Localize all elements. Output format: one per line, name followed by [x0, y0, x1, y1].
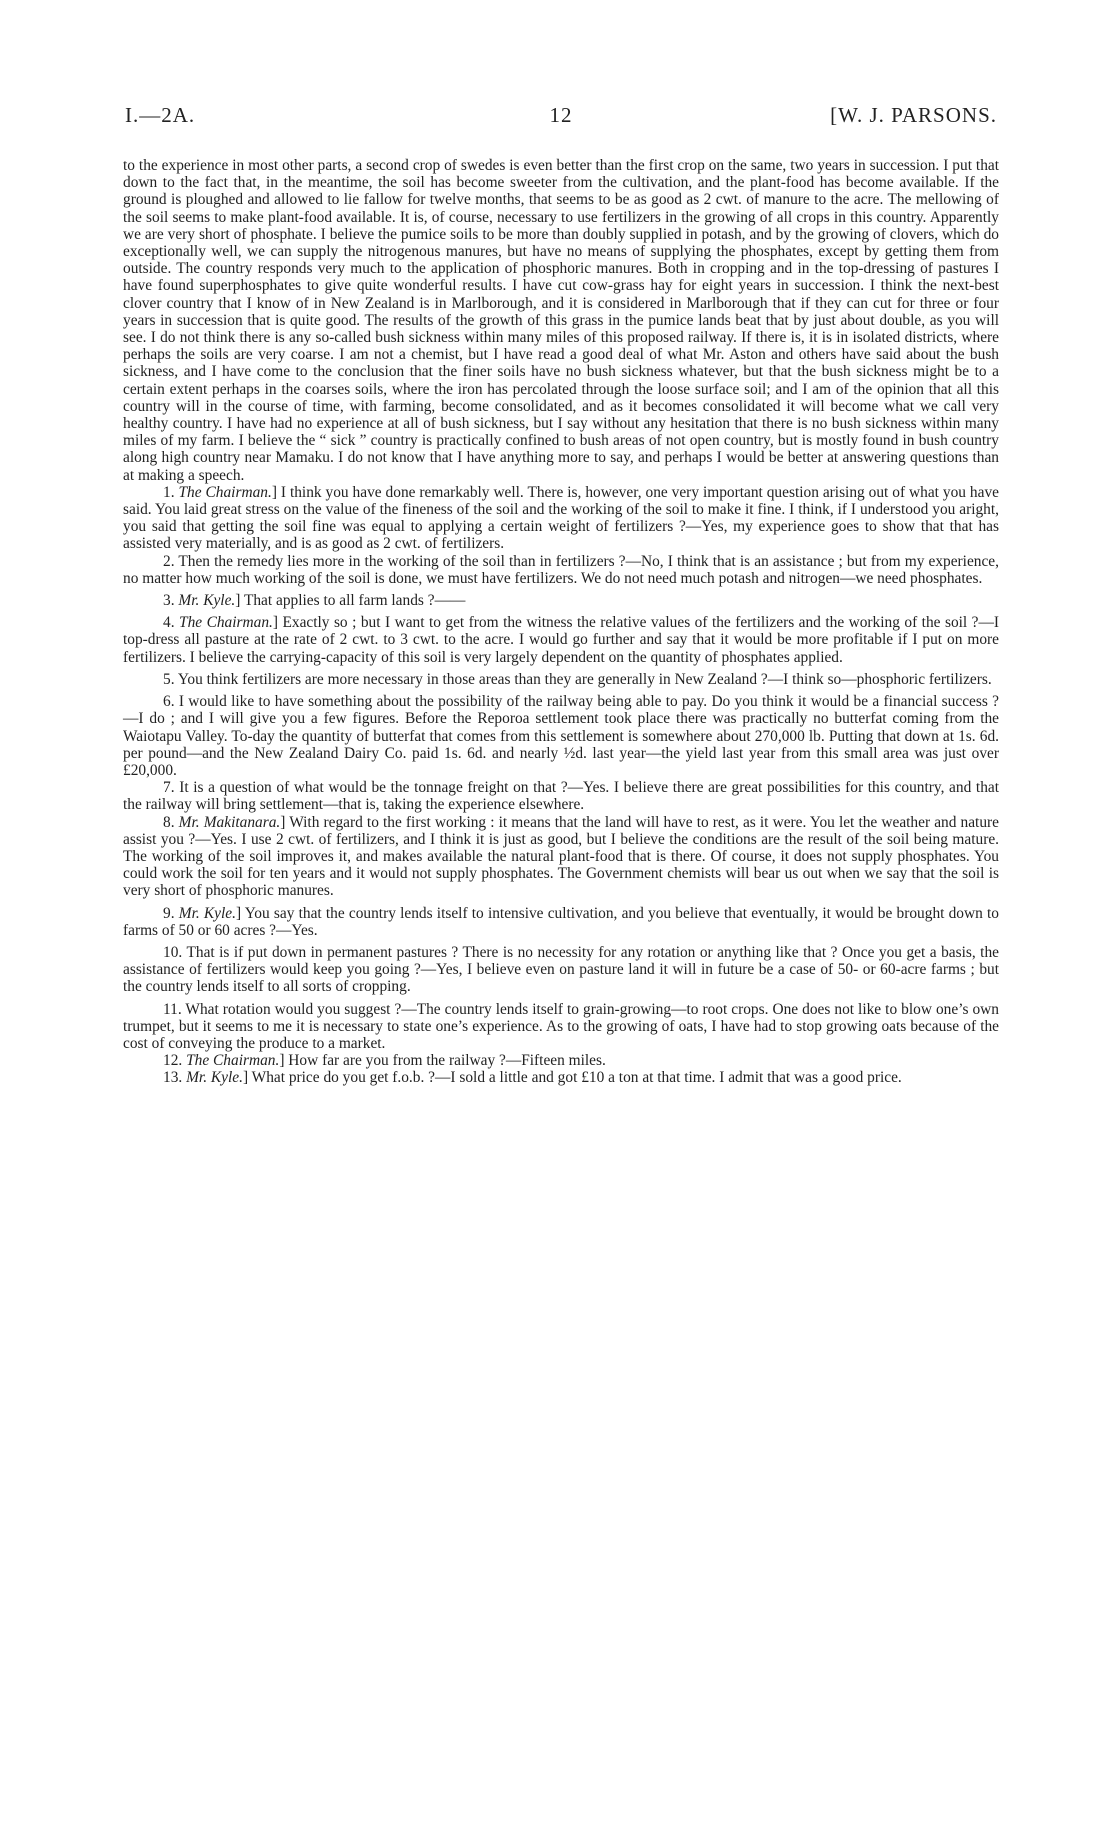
page-header: [125, 103, 997, 133]
question-number: 2.: [163, 552, 175, 570]
speaker-name: The Chairman.: [179, 614, 273, 632]
question-number: 4.: [163, 614, 175, 632]
page-number: 12: [549, 103, 573, 127]
question-paragraph: [123, 814, 999, 900]
speaker-name: The Chairman.: [178, 483, 272, 501]
question-paragraph: [123, 905, 999, 939]
question-paragraph: [123, 1052, 999, 1069]
speaker-name: Mr. Kyle.: [178, 592, 236, 610]
question-number: 6.: [163, 693, 175, 711]
question-number: 8.: [163, 813, 175, 831]
question-number: 10.: [163, 943, 183, 961]
question-number: 7.: [163, 779, 175, 797]
question-number: 3.: [163, 592, 175, 610]
paper-reference: I.—2A.: [125, 103, 196, 127]
paragraph-text: to the experience in most other parts, a second crop of swedes is even better than the first crop on the same, two years in succession. I put that down to the fact that, in the meantime, the soil has become sweeter from the cultivation, and the plant-food has become available. If the ground is ploughed and allowed to lie fallow for twelve months, that seems to be as good as 2 cwt. of manure to the acre. The mellowing of the soil seems to make plant-food available. It is, of course, necessary to use fertilizers in the growing of all crops in this country. Apparently we are very short of phosphate. I believe the pumice soils to be more than doubly supplied in potash, and by the growing of clovers, which do exceptionally well, we can supply the nitrogenous manures, but have no means of supplying the phosphates, except by getting them from outside. The country responds very much to the application of phosphoric manures. Both in cropping and in the top-dressing of pastures I have found superphosphates to give quite wonderful results. I have cut cow-grass hay for eight years in succession. I think the next-best clover country that I know of in New Zealand is in Marlborough, and it is considered in Marlborough that if they can cut for three or four years in succession that is quite good. The results of the growth of this grass in the pumice lands beat that by just about double, as you will see. I do not think there is any so-called bush sickness within many miles of this proposed railway. If there is, it is in isolated districts, where perhaps the soils are very coarse. I am not a chemist, but I have read a good deal of what Mr. Aston and others have said about the bush sickness, and I have come to the conclusion that the finer soils have no bush sickness whatever, but that the bush sickness might be to a certain extent perhaps in the coarses soils, where the iron has percolated through the loose surface soil; and I am of the opinion that all this country will in the course of time, with farming, become consolidated, and as it becomes consolidated it will become what we call very healthy country. I have had no experience at all of bush sickness, but I say without any hesitation that there is no bush sickness within many miles of my farm. I believe the “ sick ” country is practically confined to bush areas of not open country, but is mostly found in bush country along high country near Mamaku. I do not know that I have anything more to say, and perhaps I would be better at answering questions than at making a speech.: [123, 157, 999, 484]
paragraph-text: ] You say that the country lends itself to intensive cultivation, and you believe that eventually, it would be brought down to farms of 50 or 60 acres ?—Yes.: [123, 904, 999, 939]
paragraph-text: It is a question of what would be the tonnage freight on that ?—Yes. I believe there are great possibilities for this country, and that the railway will bring settlement—that is, taking the experience elsewhere.: [123, 779, 999, 814]
paragraph-text: That is if put down in permanent pastures ? There is no necessity for any rotation or anything like that ? Once you get a basis, the assistance of fertilizers would keep you going ?—Yes, I believe even on pasture land it will in future be a case of 50- or 60-acre farms ; but the country lends itself to all sorts of cropping.: [123, 943, 999, 996]
paragraph-text: ] What price do you get f.o.b. ?—I sold a little and got £10 a ton at that time. I admit that was a good price.: [242, 1069, 902, 1087]
question-paragraph: [123, 671, 999, 688]
speaker-name: Mr. Kyle.: [178, 904, 236, 922]
paragraph-text: ] I think you have done remarkably well. There is, however, one very important question arising out of what you have said. You laid great stress on the value of the fineness of the soil and the working of the soil to make it fine. I think, if I understood you aright, you said that getting the soil fine was equal to applying a certain weight of fertilizers ?—Yes, my experience goes to show that that has assisted very materially, and is as good as 2 cwt. of fertilizers.: [123, 483, 999, 553]
paragraph-text: ] Exactly so ; but I want to get from the witness the relative values of the fertilizers and the working of the soil ?—I top-dress all pasture at the rate of 2 cwt. to 3 cwt. to the acre. I would go further and say that it would be more profitable if I put on more fertilizers. I believe the carrying-capacity of this soil is very largely dependent on the quantity of phosphates applied.: [123, 614, 1000, 666]
question-paragraph: [123, 592, 999, 609]
question-paragraph: [123, 693, 999, 779]
speaker-name: Mr. Kyle.: [186, 1069, 243, 1087]
speaker-name: The Chairman.: [186, 1052, 280, 1070]
question-number: 1.: [163, 483, 175, 501]
question-number: 12.: [163, 1052, 183, 1070]
paragraph-text: ] That applies to all farm lands ?——: [235, 592, 466, 610]
document-body: [123, 157, 999, 1087]
paragraph-text: ] With regard to the first working : it means that the land will have to rest, as it were. You let the weather and nature assist you ?—Yes. I use 2 cwt. of fertilizers, and I think it is just as good, but I believe the conditions are the result of the soil being mature. The working of the soil improves it, and makes available the natural plant-food that is there. Of course, it does not supply phosphates. You could work the soil for ten years and it would not supply phosphates. The Government chemists will bear us out when we say that the soil is very short of phosphoric manures.: [123, 813, 999, 900]
question-paragraph: [123, 553, 999, 587]
question-paragraph: [123, 944, 999, 996]
question-paragraph: [123, 1069, 999, 1086]
paragraph-text: What rotation would you suggest ?—The country lends itself to grain-growing—to root crops. One does not like to blow one’s own trumpet, but it seems to me it is necessary to state one’s experience. As to the growing of oats, I have had to stop growing oats because of the cost of conveying the produce to a market.: [123, 1000, 999, 1052]
question-paragraph: [123, 614, 999, 666]
question-number: 5.: [163, 670, 175, 688]
paragraph-text: ] How far are you from the railway ?—Fifteen miles.: [279, 1052, 606, 1070]
paragraph-intro: [123, 157, 999, 484]
question-number: 13.: [163, 1069, 183, 1087]
paragraph-text: Then the remedy lies more in the working of the soil than in fertilizers ?—No, I think that is an assistance ; but from my experience, no matter how much working of the soil is done, we must have fertilizers. We do not need much potash and nitrogen—we need phosphates.: [123, 552, 999, 587]
witness-name: [W. J. PARSONS.: [830, 103, 997, 127]
question-number: 11.: [163, 1000, 182, 1018]
paragraph-text: You think fertilizers are more necessary in those areas than they are generally in New Zealand ?—I think so—phosphoric fertilizers.: [177, 670, 992, 688]
question-paragraph: [123, 484, 999, 553]
question-number: 9.: [163, 904, 175, 922]
speaker-name: Mr. Makitanara.: [178, 813, 281, 831]
question-paragraph: [123, 1001, 999, 1053]
paragraph-text: I would like to have something about the possibility of the railway being able to pay. Do you think it would be a financial success ?—I do ; and I will give you a few figures. Before the Reporoa settlement took place there was practically no butterfat coming from the Waiotapu Valley. To-day the quantity of butterfat that comes from this settlement is somewhere about 270,000 lb. Putting that down at 1s. 6d. per pound—and the New Zealand Dairy Co. paid 1s. 6d. and nearly ½d. last year—the yield last year from this small area was just over £20,000.: [123, 693, 999, 779]
question-paragraph: [123, 779, 999, 813]
